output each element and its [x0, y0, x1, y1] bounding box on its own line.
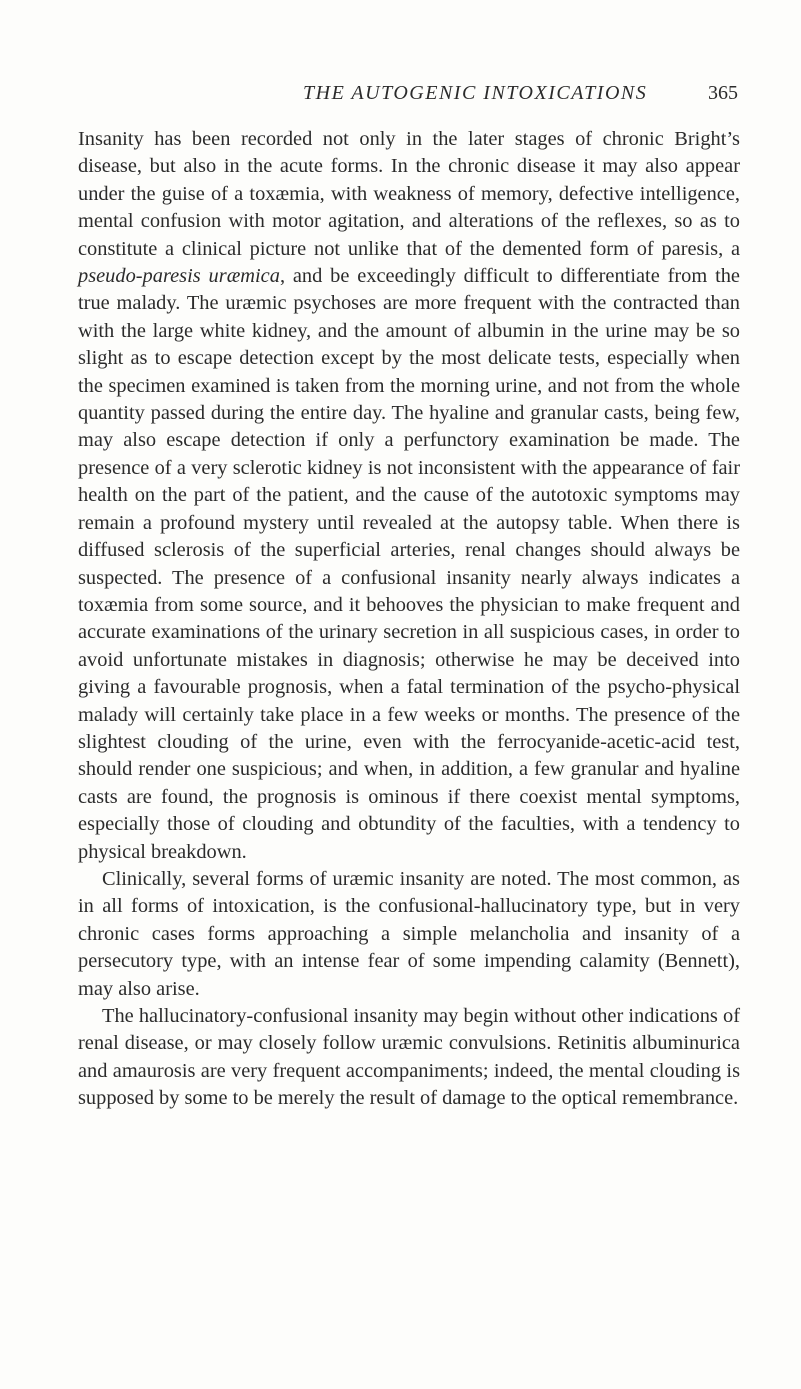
paragraph-1-italic-term: pseudo-paresis uræmica: [78, 265, 280, 288]
paragraph-3: The hallucinatory-confusional insanity may begin without other indications of renal disease, or may closely follow uræmic convulsions. Retinitis albuminurica and amaurosis are very frequent accompaniments; indeed, the mental clouding is supposed by some to be merely the result of damage to the optical remembrance.: [78, 1005, 740, 1110]
page-header: [78, 82, 738, 112]
page-number: 365: [708, 82, 738, 104]
paragraph-1-text-continued: , and be exceedingly difficult to differentiate from the true malady. The uræmic psychoses are more frequent with the contracted than with the large white kidney, and the amount of albumin in the urine may be so slight as to escape detection except by the most delicate tests, especially when the specimen examined is taken from the morning urine, and not from the whole quantity passed during the entire day. The hyaline and granular casts, being few, may also escape detection if only a perfunctory examination be made. The presence of a very sclerotic kidney is not inconsistent with the appearance of fair health on the part of the patient, and the cause of the autotoxic symptoms may remain a profound mystery until revealed at the autopsy table. When there is diffused sclerosis of the superficial arteries, renal changes should always be suspected. The presence of a confusional insanity nearly always indicates a toxæmia from some source, and it behooves the physician to make frequent and accurate examinations of the urinary secretion in all suspicious cases, in order to avoid unfortunate mistakes in diagnosis; otherwise he may be deceived into giving a favourable prognosis, when a fatal termination of the psycho-physical malady will certainly take place in a few weeks or months. The presence of the slightest clouding of the urine, even with the ferrocyanide-acetic-acid test, should render one suspicious; and when, in addition, a few granular and hyaline casts are found, the prognosis is ominous if there coexist mental symptoms, especially those of clouding and obtundity of the faculties, with a tendency to physical breakdown.: [78, 265, 740, 863]
paragraph-1-text: Insanity has been recorded not only in the later stages of chronic Bright’s disease, but also in the acute forms. In the chronic disease it may also appear under the guise of a toxæmia, with weakness of memory, defective intelligence, mental confusion with motor agitation, and alterations of the reflexes, so as to constitute a clinical picture not unlike that of the demented form of paresis, a: [78, 128, 740, 260]
paragraph-2: Clinically, several forms of uræmic insanity are noted. The most common, as in all forms of intoxication, is the confusional-hallucinatory type, but in very chronic cases forms approaching a simple melancholia and insanity of a persecutory type, with an intense fear of some impending calamity (Bennett), may also arise.: [78, 867, 740, 1000]
running-head: THE AUTOGENIC INTOXICATIONS: [303, 82, 648, 104]
paragraph-1: [78, 126, 740, 866]
body-text: [78, 126, 740, 1113]
